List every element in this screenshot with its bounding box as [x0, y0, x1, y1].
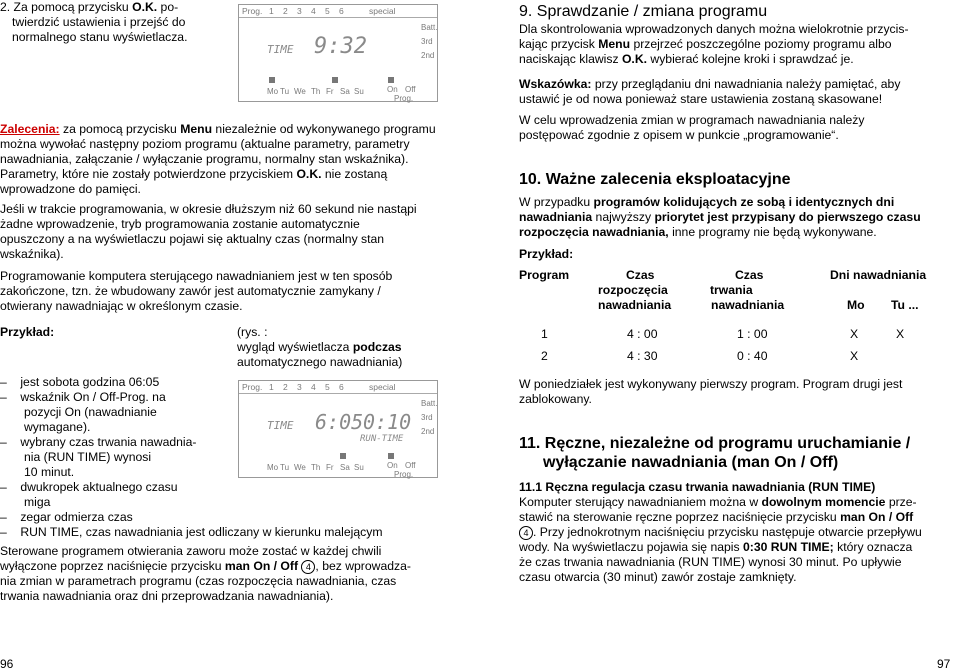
time-value: 6:05	[315, 410, 364, 434]
schedule-table-header: Program Czas Czas Dni nawadniania rozpoczęcia trwania nawadniania nawadniania Mo Tu ...	[519, 268, 927, 312]
heading-section-9: 9. Sprawdzanie / zmiana programu	[519, 3, 768, 20]
paragraph-section-11-1: Komputer sterujący nawadnianiem można w dowolnym momencie prze- stawić na sterowanie ręczne poprzez naciśnięcie przycisku man On / Off 4 . Przy jednokrotnym naciśnięciu przycisku następuje otwarcie przepływu wody. Na wyświetlaczu pojawia się napis 0:30 RUN TIME; który oznacza że czas trwania nawadniania (RUN TIME) wynosi 30 minut. Po upływie czasu otwarcia (30 minut) zawór zostaje zamknięty.	[519, 495, 922, 584]
example-label-right: Przykład:	[519, 247, 574, 261]
page-number-left: 96	[0, 657, 14, 671]
tip-paragraph: Wskazówka: przy przeglądaniu dni nawadniania należy pamiętać, aby ustawić je od nowa ponieważ stare ustawienia zostaną skasowane!	[519, 77, 901, 106]
heading-section-11: 11. Ręczne, niezależne od programu uruchamianie / wyłączanie nawadniania (man On / Off)	[519, 435, 911, 471]
paragraph-monday: W poniedziałek jest wykonywany pierwszy program. Program drugi jest zablokowany.	[519, 377, 903, 406]
button-4-icon: 4	[519, 526, 533, 540]
time-value: 9:32	[314, 34, 367, 59]
paragraph-section-10: W przypadku programów kolidujących ze sobą i identycznych dni nawadniania najwyższy priorytet jest przypisany do pierwszego czasu rozpoczęcia nawadniania, inne programy nie będą wykonywane.	[519, 195, 921, 239]
paragraph-changes: W celu wprowadzenia zmian w programach nawadniania należy postępować zgodnie z opisem w punkcie „programowanie“.	[519, 113, 865, 142]
day-marker-icon	[332, 77, 338, 83]
heading-section-11-1: 11.1 Ręczna regulacja czasu trwania nawadniania (RUN TIME)	[519, 480, 876, 494]
heading-section-10: 10. Ważne zalecenia eksploatacyjne	[519, 171, 791, 188]
example-label: Przykład:	[0, 325, 55, 339]
day-marker-icon	[269, 77, 275, 83]
step-2-text: 2. Za pomocą przycisku O.K. po- twierdzić ustawienia i przejść do normalnego stanu wyświetlacza.	[0, 0, 188, 44]
lcd-display-current-time: Prog. 1 2 3 4 5 6 special Batt. 3rd 2nd TIME 9:32 Mo Tu We Th Fr Sa Su On Off Prog.	[238, 4, 438, 102]
time-label: TIME	[267, 43, 294, 56]
example-bullet-list: – jest sobota godzina 06:05 – wskaźnik On / Off-Prog. na pozycji On (nawadnianie wymagane). – wybrany czas trwania nawadnia- nia (RUN TIME) wynosi 10 minut. – dwukropek aktualnego czasu miga – zegar odmierza czas – RUN TIME, czas nawadniania jest odliczany w kierunku malejącym	[0, 375, 383, 539]
paragraph-section-9: Dla skontrolowania wprowadzonych danych można wielokrotnie przycis- kając przycisk Menu przejrzeć poszczególne poziomy programu albo naciskając klawisz O.K. wybierać kolejne kroki i sprawdzać je.	[519, 22, 909, 66]
lcd-display-watering: Prog. 1 2 3 4 5 6 special Batt. 3rd 2nd TIME 6:05 0:10 RUN-TIME Mo Tu We Th Fr Sa Su On Off Prog.	[238, 380, 438, 478]
day-marker-icon	[388, 77, 394, 83]
figure-caption: (rys. : wygląd wyświetlacza podczas automatycznego nawadniania)	[237, 325, 403, 369]
runtime-value: 0:10	[363, 410, 412, 434]
paragraph-timeout: Jeśli w trakcie programowania, w okresie dłuższym niż 60 sekund nie nastąpi żadne wprowadzenie, tryb programowania zostanie automatycznie opuszczony a na wyświetlaczu pojawi się aktualny czas (normalny stan wskaźnika).	[0, 202, 417, 261]
runtime-label: RUN-TIME	[360, 434, 404, 444]
paragraph-programming-end: Programowanie komputera sterującego nawadnianiem jest w ten sposób zakończone, tzn. że wbudowany zawór jest automatycznie zamykany / otwierany nawadniając w określonym czasie.	[0, 269, 393, 313]
button-4-icon: 4	[301, 560, 315, 574]
note-paragraph: Zalecenia: za pomocą przycisku Menu niezależnie od wykonywanego programu można wywołać następny poziom programu (aktualne parametry, parametry nawadniania, załączanie / wyłączanie programu, normalny stan wskaźnika). Parametry, które nie zostały potwierdzone przyciskiem O.K. nie zostaną wprowadzone do pamięci.	[0, 122, 436, 196]
paragraph-manual-off: Sterowane programem otwierania zaworu może zostać w każdej chwili wyłączone poprzez naciśnięcie przycisku man On / Off 4 , bez wprowadza- nia zmian w parametrach programu (czas rozpoczęcia nawadniania, czas trwania nawadniania oraz dni przeprowadzania nawadniania).	[0, 544, 411, 603]
page-number-right: 97	[937, 657, 951, 671]
time-label: TIME	[267, 419, 294, 432]
table-row: 2 4 : 30 0 : 40 X	[541, 349, 859, 363]
table-row: 1 4 : 00 1 : 00 X X	[541, 327, 905, 341]
